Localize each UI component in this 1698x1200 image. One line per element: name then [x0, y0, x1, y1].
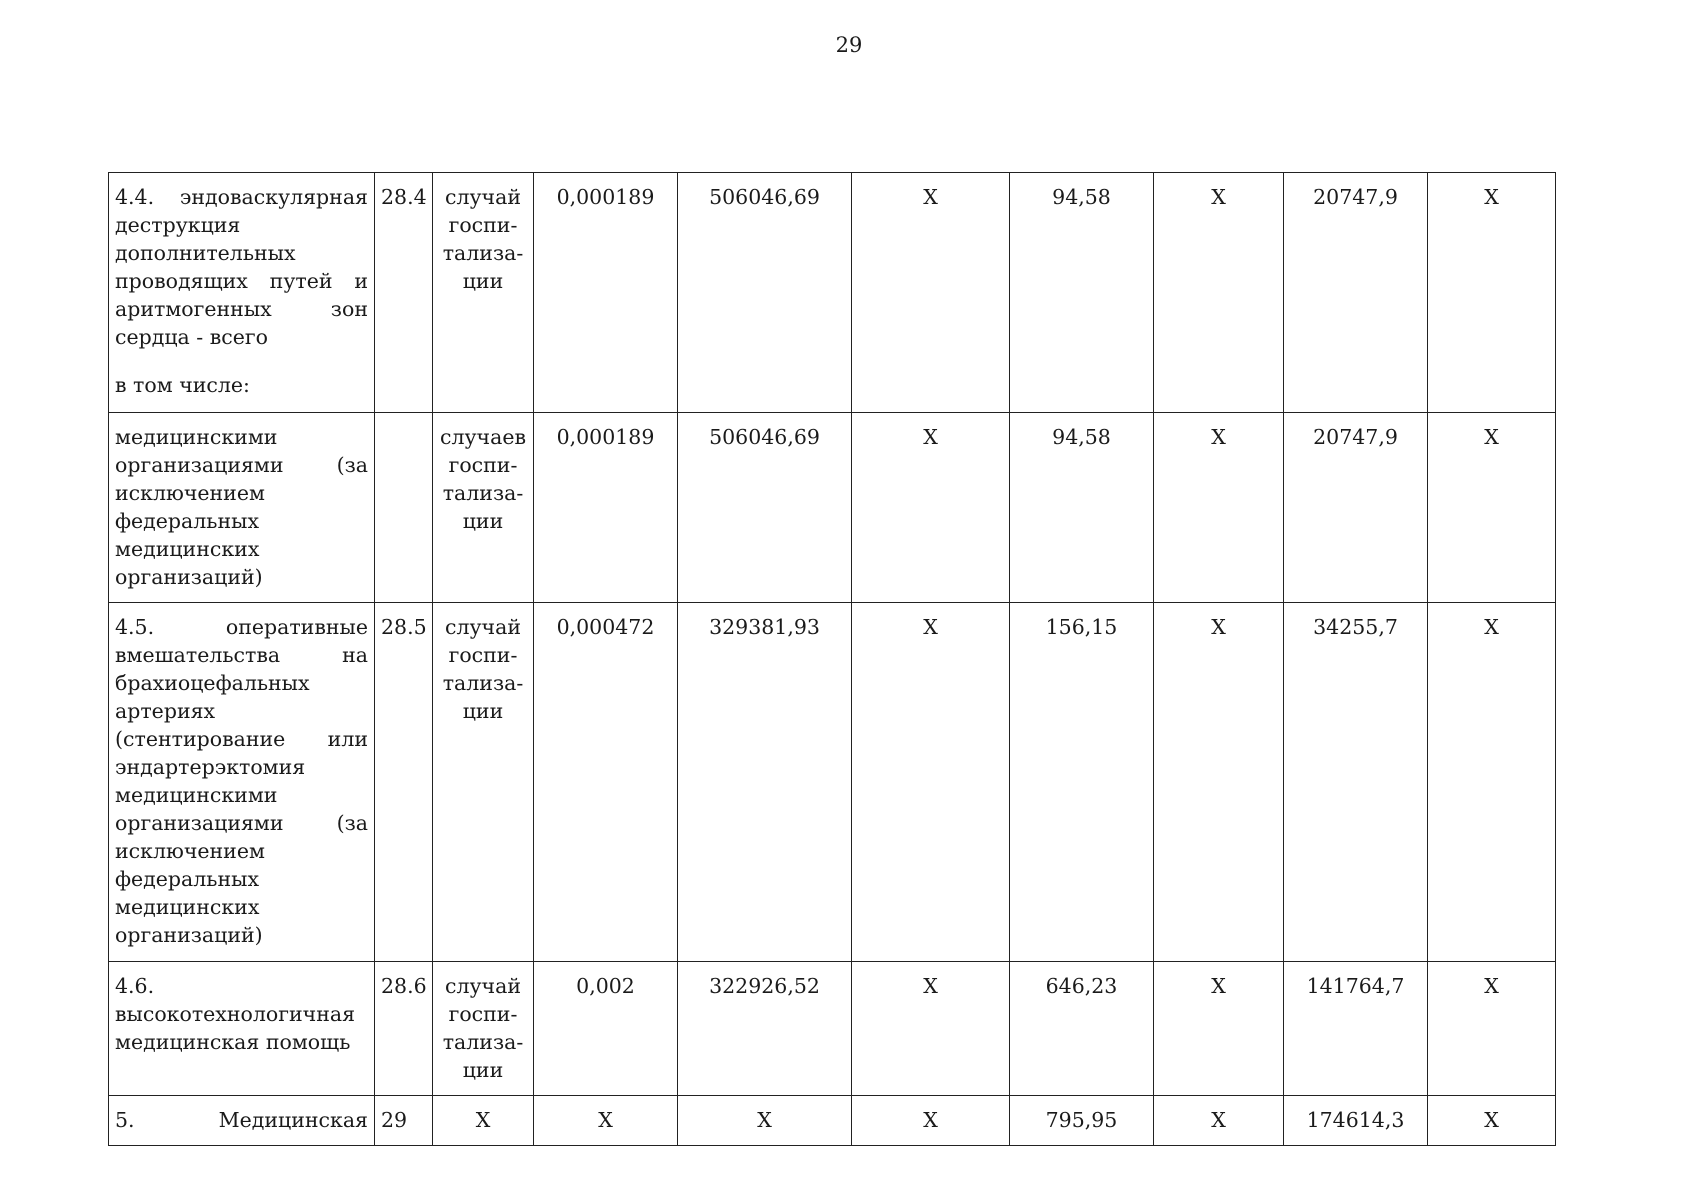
- value-cell: Х: [1428, 962, 1556, 1096]
- table-row: [109, 962, 1556, 1096]
- value-cell: 506046,69: [678, 173, 852, 413]
- row-name-cell: [109, 603, 375, 962]
- name-line: медицинскими: [115, 425, 278, 449]
- unit-line: ции: [462, 509, 504, 533]
- name-line: артериях: [115, 699, 216, 723]
- name-line: медицинских: [115, 537, 260, 561]
- name-line: дополнительных: [115, 241, 296, 265]
- unit-line: случай: [444, 974, 521, 998]
- unit-line: госпи-: [448, 213, 518, 237]
- value-cell: Х: [1154, 413, 1284, 603]
- value-cell: Х: [852, 413, 1010, 603]
- row-name-cell: [109, 413, 375, 603]
- value-cell: 141764,7: [1284, 962, 1428, 1096]
- unit-line: Х: [475, 1108, 491, 1132]
- row-name-cell: [109, 1096, 375, 1146]
- name-line: 4.6.: [115, 974, 155, 998]
- name-line: 4.5. оперативные: [115, 615, 368, 639]
- value-cell: 322926,52: [678, 962, 852, 1096]
- value-cell: Х: [1154, 173, 1284, 413]
- value-cell: 174614,3: [1284, 1096, 1428, 1146]
- value-cell: 795,95: [1010, 1096, 1154, 1146]
- name-line: сердца - всего: [115, 325, 268, 349]
- unit-line: тализа-: [442, 481, 524, 505]
- name-line: аритмогенных зон: [115, 297, 368, 321]
- subnote-text: в том числе:: [115, 373, 250, 397]
- name-line: деструкция: [115, 213, 241, 237]
- unit-line: тализа-: [442, 1030, 524, 1054]
- name-line: исключением: [115, 839, 265, 863]
- unit-cell: [433, 1096, 534, 1146]
- unit-line: тализа-: [442, 671, 524, 695]
- name-line: брахиоцефальных: [115, 671, 310, 695]
- name-line: медицинская помощь: [115, 1030, 351, 1054]
- value-cell: Х: [852, 173, 1010, 413]
- name-line: медицинскими: [115, 783, 278, 807]
- tariff-table: [108, 172, 1556, 1146]
- unit-line: ции: [462, 1058, 504, 1082]
- name-line: организациями (за: [115, 453, 368, 477]
- table-row: [109, 603, 1556, 962]
- table-row: [109, 173, 1556, 413]
- name-line: эндартерэктомия: [115, 755, 306, 779]
- value-cell: Х: [852, 962, 1010, 1096]
- unit-line: случай: [444, 615, 521, 639]
- table-row: [109, 413, 1556, 603]
- name-line: организациями (за: [115, 811, 368, 835]
- value-cell: Х: [1428, 173, 1556, 413]
- row-name-cell: [109, 962, 375, 1096]
- value-cell: Х: [678, 1096, 852, 1146]
- value-cell: Х: [1154, 962, 1284, 1096]
- table-row: [109, 1096, 1556, 1146]
- row-name-cell: [109, 173, 375, 413]
- unit-line: тализа-: [442, 241, 524, 265]
- value-cell: Х: [1428, 603, 1556, 962]
- value-cell: Х: [1154, 603, 1284, 962]
- unit-line: госпи-: [448, 643, 518, 667]
- value-cell: 0,002: [534, 962, 678, 1096]
- name-line: исключением: [115, 481, 265, 505]
- name-line: 5. Медицинская: [115, 1108, 368, 1132]
- name-line: высокотехнологичная: [115, 1002, 356, 1026]
- value-cell: 156,15: [1010, 603, 1154, 962]
- row-code: [375, 413, 433, 603]
- unit-cell: [433, 603, 534, 962]
- name-line: 4.4. эндоваскулярная: [115, 185, 368, 209]
- unit-line: ции: [462, 269, 504, 293]
- unit-line: госпи-: [448, 1002, 518, 1026]
- value-cell: 646,23: [1010, 962, 1154, 1096]
- value-cell: 20747,9: [1284, 413, 1428, 603]
- row-code: 28.4: [375, 173, 433, 413]
- name-line: федеральных: [115, 867, 260, 891]
- unit-line: случай: [444, 185, 521, 209]
- name-line: организаций): [115, 923, 263, 947]
- name-line: проводящих путей и: [115, 269, 368, 293]
- unit-line: госпи-: [448, 453, 518, 477]
- unit-cell: [433, 173, 534, 413]
- name-line: вмешательства на: [115, 643, 368, 667]
- value-cell: 94,58: [1010, 413, 1154, 603]
- row-code: 28.6: [375, 962, 433, 1096]
- value-cell: 329381,93: [678, 603, 852, 962]
- value-cell: Х: [1154, 1096, 1284, 1146]
- name-line: организаций): [115, 565, 263, 589]
- name-line: медицинских: [115, 895, 260, 919]
- value-cell: 0,000189: [534, 413, 678, 603]
- row-code: 29: [375, 1096, 433, 1146]
- page-number: 29: [835, 33, 863, 57]
- value-cell: 94,58: [1010, 173, 1154, 413]
- value-cell: 20747,9: [1284, 173, 1428, 413]
- unit-line: ции: [462, 699, 504, 723]
- value-cell: Х: [534, 1096, 678, 1146]
- value-cell: Х: [1428, 413, 1556, 603]
- value-cell: Х: [852, 603, 1010, 962]
- value-cell: 0,000189: [534, 173, 678, 413]
- value-cell: Х: [1428, 1096, 1556, 1146]
- unit-line: случаев: [439, 425, 526, 449]
- value-cell: 506046,69: [678, 413, 852, 603]
- value-cell: Х: [852, 1096, 1010, 1146]
- unit-cell: [433, 413, 534, 603]
- name-line: федеральных: [115, 509, 260, 533]
- value-cell: 0,000472: [534, 603, 678, 962]
- unit-cell: [433, 962, 534, 1096]
- value-cell: 34255,7: [1284, 603, 1428, 962]
- name-line: (стентирование или: [115, 727, 368, 751]
- row-code: 28.5: [375, 603, 433, 962]
